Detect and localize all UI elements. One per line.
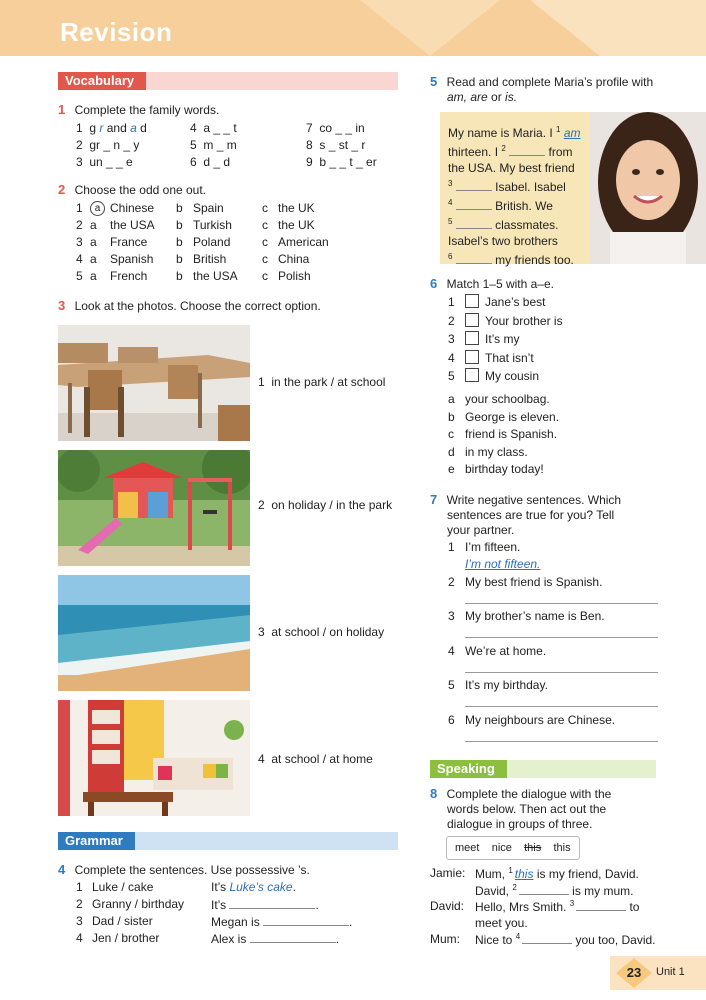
answer-line[interactable] [465,637,658,638]
dialogue-line: meet you. [475,915,528,930]
page-title: Revision [60,17,173,47]
exercise-7-items [448,540,660,747]
photo-option: 2 on holiday / in the park [258,498,393,512]
exercise-2-heading [58,182,206,198]
dialogue-line: David, $^2$ is my mum. [475,882,634,898]
answer-line[interactable] [465,603,658,604]
list-item: 9 b _ _ t _ er [306,155,377,169]
vocabulary-header [58,72,398,90]
beach-photo [58,575,250,691]
word-item: nice [491,842,512,854]
answer-line[interactable] [465,706,658,707]
grammar-header [58,832,398,850]
list-item: 1 I’m fifteen. I’m not fifteen. [448,540,541,571]
page-number: 23 [626,965,642,980]
list-item: 3 My brother’s name is Ben. [448,609,660,644]
exercise-number: 7 [430,492,438,507]
exercise-6-left [448,293,678,386]
list-item: 6 d _ d [190,155,231,169]
photo-option: 3 at school / on holiday [258,625,385,639]
list-item: 2 My best friend is Spanish. [448,575,660,610]
answer-box[interactable] [465,294,479,308]
list-item: b George is eleven. [448,409,560,424]
exercise-3-heading [58,298,321,314]
speaking-label: Speaking [430,760,507,778]
exercise-number: 2 [58,182,66,197]
table-row: 1 a Chinese b Spain c the UK [76,201,315,215]
word-box [446,836,580,860]
answer-box[interactable] [465,368,479,382]
word-item-used: this [524,842,542,854]
list-item: 5 My cousin [448,369,540,383]
list-item: 4 That isn’t [448,350,534,365]
exercise-number: 5 [430,74,438,89]
table-row: 4 Jen / brother Alex is . [76,931,340,946]
list-item: 5 m _ m [190,138,237,152]
exercise-instruction: Look at the photos. Choose the correct option. [74,299,321,313]
answer-circle: a [90,201,105,216]
answer-blank[interactable] [576,899,626,911]
answer-box[interactable] [465,313,479,327]
list-item: 1 g r and a d [76,121,147,135]
list-item: 4 We’re at home. [448,644,660,679]
table-row: 1 Luke / cake It’s Luke’s cake. [76,880,296,894]
unit-label: Unit 1 [656,966,685,978]
answer-blank[interactable] [229,897,315,909]
list-item: 3 un _ _ e [76,155,133,169]
list-item: 7 co _ _ in [306,121,365,135]
answer-box[interactable] [465,350,479,364]
list-item: 5 It’s my birthday. [448,678,660,713]
dialogue-line: David: Hello, Mrs Smith. $^3$ to [430,899,640,914]
living-room-photo [58,700,250,816]
vocabulary-label: Vocabulary [58,72,146,90]
answer-blank[interactable] [263,914,349,926]
table-row: 5 a French b the USA c Polish [76,269,311,283]
example-answer: this [514,867,534,881]
grammar-label: Grammar [58,832,135,850]
exercise-number: 8 [430,786,438,801]
maria-profile-text: My name is Maria. I $^1$ am thirteen. I $^2$ from the USA. My best friend $^3$ Isabel. Isabel $^4$ British. We $^5$ classmates. Isabel’s two brothers $^6$ my friends too. [448,125,581,267]
banner-decoration [300,0,706,56]
list-item: 6 My neighbours are Chinese. [448,713,660,748]
list-item: d in my class. [448,444,528,459]
exercise-6-right [448,392,678,480]
table-row: 3 Dad / sister Megan is . [76,914,353,929]
exercise-number: 6 [430,276,438,291]
table-row: 2 a the USA b Turkish c the UK [76,218,315,232]
classroom-photo [58,325,250,441]
playground-photo [58,450,250,566]
list-item: 8 s _ st _ r [306,138,366,152]
list-item: a your schoolbag. [448,392,550,406]
photo-option: 1 in the park / at school [258,375,386,389]
exercise-1-heading [58,102,219,118]
answer-line[interactable] [465,672,658,673]
exercise-4-table [76,880,396,948]
exercise-7-heading: 7 Write negative sentences. Which sentences are true for you? Tell your partner. [430,492,622,537]
word-item: this [553,842,571,854]
example-answer: Luke’s cake [229,880,293,894]
answer-blank[interactable] [522,932,572,944]
exercise-4-heading [58,862,310,878]
dialogue-line: Mum: Nice to $^4$ you too, David. [430,932,656,947]
list-item: 2 gr _ n _ y [76,138,140,152]
word-item: meet [455,842,480,854]
exercise-number: 1 [58,102,66,117]
exercise-instruction: Complete the family words. [74,103,220,117]
maria-photo [590,112,706,264]
table-row: 2 Granny / birthday It’s . [76,897,319,912]
exercise-8-heading: 8 Complete the dialogue with the words below. Then act out the dialogue in groups of three. [430,786,612,831]
exercise-number: 4 [58,862,66,877]
exercise-instruction: Choose the odd one out. [74,183,207,197]
dialogue [430,866,680,949]
table-row: 4 a Spanish b British c China [76,252,310,266]
answer-blank[interactable] [519,883,569,895]
exercise-instruction: Match 1–5 with a–e. [446,277,554,291]
list-item: 3 It’s my [448,332,520,346]
answer-box[interactable] [465,331,479,345]
photo-option: 4 at school / at home [258,752,373,766]
list-item: c friend is Spanish. [448,427,558,441]
list-item: 2 Your brother is [448,313,563,328]
table-row: 3 a France b Poland c American [76,235,329,249]
answer-line[interactable] [465,741,658,742]
exercise-2-table [76,201,396,286]
exercise-5-heading: 5 Read and complete Maria’s profile with am, are or is. [430,74,654,104]
exercise-6-heading [430,276,554,292]
example-answer: I’m not fifteen. [465,557,541,571]
answer-blank[interactable] [250,931,336,943]
exercise-number: 3 [58,298,66,313]
list-item: 4 a _ _ t [190,121,237,135]
speaking-header [430,760,656,778]
dialogue-line: Jamie: Mum, $^1$ this is my friend, David. [430,866,639,881]
exercise-instruction: Complete the sentences. Use possessive ’s. [74,863,310,877]
list-item: 1 Jane’s best [448,295,546,309]
list-item: e birthday today! [448,462,544,476]
